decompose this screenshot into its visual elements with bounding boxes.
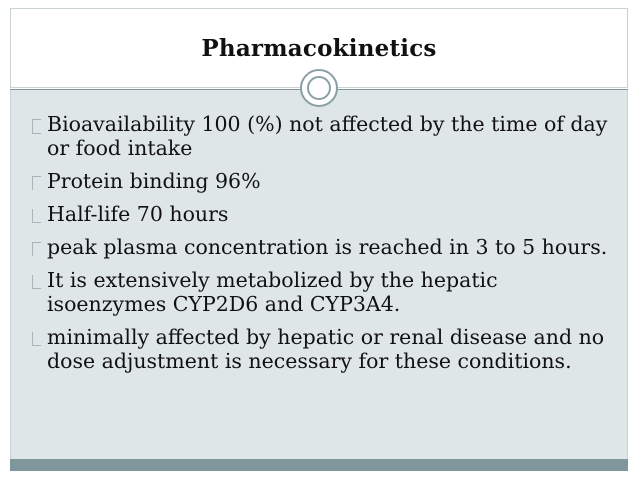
bullet-item — [30, 202, 615, 226]
bullet-text: minimally affected by hepatic or renal disease and no dose adjustment is necessary for these conditions. — [47, 325, 605, 373]
bullet-item — [30, 112, 615, 160]
bullet-text: peak plasma concentration is reached in 3 to 5 hours. — [47, 235, 608, 259]
bracket-bullet-icon — [32, 209, 41, 223]
bullet-text: Protein binding 96% — [47, 169, 261, 193]
bullet-list — [30, 112, 615, 382]
bullet-item — [30, 235, 615, 259]
bullet-item — [30, 169, 615, 193]
bullet-item — [30, 325, 615, 373]
bracket-bullet-icon — [32, 242, 41, 256]
bullet-text: Half-life 70 hours — [47, 202, 229, 226]
bullet-text: Bioavailability 100 (%) not affected by the time of day or food intake — [47, 112, 608, 160]
bullet-item — [30, 268, 615, 316]
bullet-text: It is extensively metabolized by the hepatic isoenzymes CYP2D6 and CYP3A4. — [47, 268, 498, 316]
bracket-bullet-icon — [32, 332, 41, 346]
bracket-bullet-icon — [32, 275, 41, 289]
bracket-bullet-icon — [32, 119, 41, 134]
double-circle-ornament-icon — [300, 69, 338, 107]
slide-title: Pharmacokinetics — [201, 35, 437, 62]
bracket-bullet-icon — [32, 176, 41, 190]
bottom-band — [10, 459, 628, 471]
